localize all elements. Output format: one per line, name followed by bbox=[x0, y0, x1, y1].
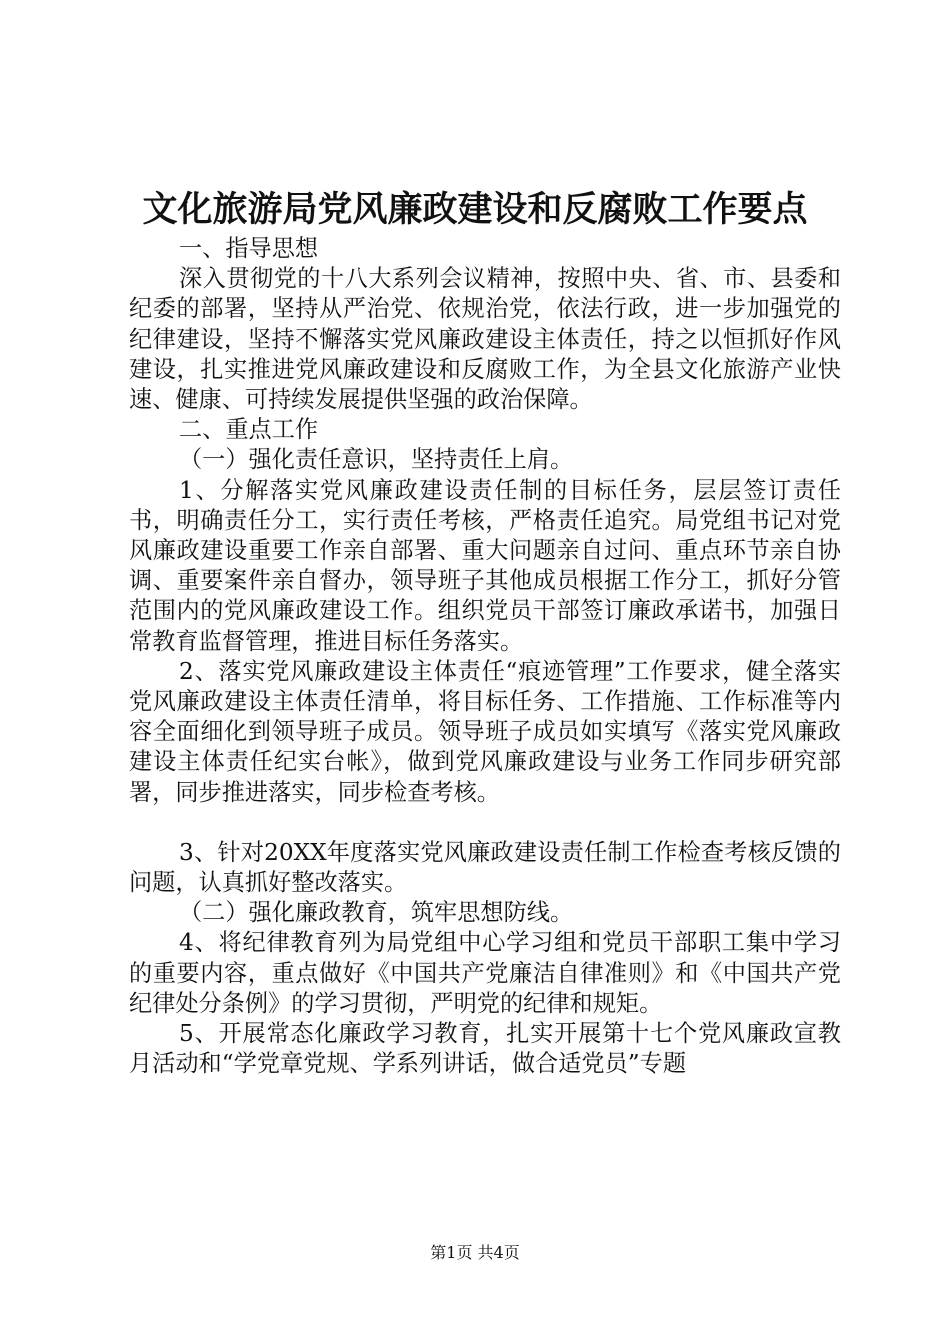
paragraph-item-4: 4、将纪律教育列为局党组中心学习组和党员干部职工集中学习的重要内容，重点做好《中国共产党廉洁自律准则》和《中国共产党纪律处分条例》的学习贯彻，严明党的纪律和规矩。 bbox=[129, 929, 841, 1017]
document-body bbox=[129, 234, 841, 1079]
section-heading-guiding-ideology: 一、指导思想 bbox=[179, 235, 319, 262]
section-heading-key-work: 二、重点工作 bbox=[179, 416, 319, 444]
subsection-heading-1: （一）强化责任意识，坚持责任上肩。 bbox=[179, 446, 574, 474]
paragraph-guiding-ideology: 深入贯彻党的十八大系列会议精神，按照中央、省、市、县委和纪委的部署，坚持从严治党、依规治党，依法行政，进一步加强党的纪律建设，坚持不懈落实党风廉政建设主体责任，持之以恒抓好作风建设，扎实推进党风廉政建设和反腐败工作，为全县文化旅游产业快速、健康、可持续发展提供坚强的政治保障。 bbox=[129, 265, 841, 414]
document-title: 文化旅游局党风廉政建设和反腐败工作要点 bbox=[142, 189, 808, 230]
paragraph-item-5: 5、开展常态化廉政学习教育，扎实开展第十七个党风廉政宣教月活动和“学党章党规、学系列讲话，做合适党员”专题 bbox=[129, 1020, 841, 1078]
page-number-footer: 第1页 共4页 bbox=[430, 1243, 520, 1262]
paragraph-spacer bbox=[129, 808, 841, 838]
subsection-heading-2: （二）强化廉政教育，筑牢思想防线。 bbox=[179, 899, 574, 927]
paragraph-item-1: 1、分解落实党风廉政建设责任制的目标任务，层层签订责任书，明确责任分工，实行责任考核，严格责任追究。局党组书记对党风廉政建设重要工作亲自部署、重大问题亲自过问、重点环节亲自协调、重要案件亲自督办，领导班子其他成员根据工作分工，抓好分管范围内的党风廉政建设工作。组织党员干部签订廉政承诺书，加强日常教育监督管理，推进目标任务落实。 bbox=[129, 476, 841, 655]
paragraph-item-2: 2、落实党风廉政建设主体责任“痕迹管理”工作要求，健全落实党风廉政建设主体责任清单，将目标任务、工作措施、工作标准等内容全面细化到领导班子成员。领导班子成员如实填写《落实党风廉政建设主体责任纪实台帐》，做到党风廉政建设与业务工作同步研究部署，同步推进落实，同步检查考核。 bbox=[129, 657, 841, 806]
paragraph-item-3: 3、针对20XX年度落实党风廉政建设责任制工作检查考核反馈的问题，认真抓好整改落实。 bbox=[129, 838, 841, 897]
